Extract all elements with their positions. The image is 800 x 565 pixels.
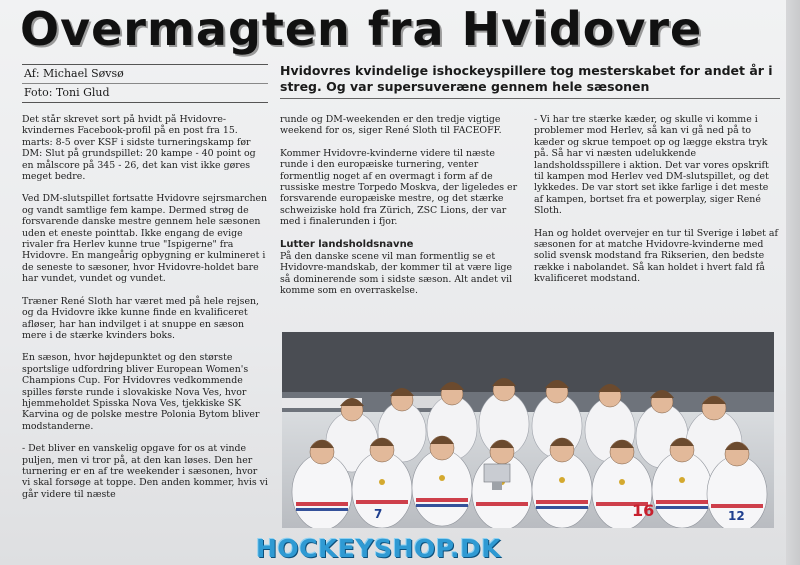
text-column-1 (22, 114, 268, 528)
paragraph: - Vi har tre stærke kæder, og skulle vi komme i problemer mod Herlev, så kan vi gå ned på to kæder og skrue tempoet op og lægge ekstra tryk på. Så har vi næsten udelukkende landsholdsspillere i aktion. Det var vores opskrift til kampen mod Herlev ved DM-slutspillet, og det lykkedes. De var stort set ikke farlige i det meste af kampen, bortset fra et powerplay, siger René Sloth. (534, 114, 769, 217)
team-photo (282, 332, 774, 528)
text-column-3 (534, 114, 780, 332)
jersey-number: 16 (632, 501, 655, 520)
byline (22, 64, 268, 103)
paragraph: På den danske scene vil man formentlig se et Hvidovre-mandskab, der kommer til at være lige så dominerende som i sidste sæson. Alt andet vil komme som en overraskelse. (280, 251, 513, 297)
byline-author: Af: Michael Søvsø (24, 67, 124, 80)
paragraph: runde og DM-weekenden er den tredje vigtige weekend for os, siger René Sloth til FACEOFF. (280, 114, 502, 137)
jersey-number: 12 (728, 509, 745, 523)
hockeyshop-logo: HOCKEYSHOP.DK (256, 534, 502, 563)
team-photo-illustration (282, 332, 774, 528)
paragraph: Han og holdet overvejer en tur til Sverige i løbet af sæsonen for at matche Hvidovre-kvinderne med solid svensk modstand fra Rikserien, den bedste række i nabolandet. Så kan holdet i hvert fald få kvalificeret modstand. (534, 227, 778, 285)
paragraph: - Det bliver en vanskelig opgave for os at vinde puljen, men vi tror på, at den kan løses. Den her turnering er en af tre weekender i sæsonen, hvor vi skal forsøge at toppe. Den anden kommer, hvis vi går videre til næste (22, 443, 268, 500)
article-headline: Overmagten fra Hvidovre (20, 2, 703, 56)
section-subhead: Lutter landsholdsnavne (280, 238, 414, 250)
article-lead: Hvidovres kvindelige ishockeyspillere tog mesterskabet for andet år i streg. Og var supersuveræne gennem hele sæsonen (280, 63, 773, 94)
paragraph: Det står skrevet sort på hvidt på Hvidovre-kvindernes Facebook-profil på en post fra 15. marts: 8-5 over KSF i sidste turneringskamp før DM: Slut på grundspillet: 20 kampe - 40 point og en målscore på 345 - 26, det kan vist ikke gøres meget bedre. (22, 114, 256, 183)
paragraph: Kommer Hvidovre-kvinderne videre til næste runde i den europæiske turnering, venter formentlig noget af en overmagt i form af de russiske mestre Torpedo Moskva, der ligeledes er forsvarende europæiske mestre, og det stærke schweiziske hold fra Zürich, ZSC Lions, der var med i finalerunden i fjor. (280, 147, 518, 228)
text-column-2 (280, 114, 518, 332)
paragraph: En sæson, hvor højdepunktet og den største sportslige udfordring bliver European Women's Champions Cup. For Hvidovres vedkommende spilles første runde i slovakiske Nova Ves, hvor hjemmeholdet Spisska Nova Ves, tjekkiske SK Karvina og de polske mestre Polonia Bytom bliver modstanderne. (22, 352, 260, 432)
page-edge (786, 0, 800, 565)
paragraph: Træner René Sloth har været med på hele rejsen, og da Hvidovre ikke kunne finde en kvalificeret afløser, har han indvilget i at snuppe en sæson mere i de stærke kvinders boks. (22, 295, 260, 341)
lead-divider (280, 98, 780, 99)
paragraph: Ved DM-slutspillet fortsatte Hvidovre sejrsmarchen og vandt samtlige fem kampe. Dermed strøg de forsvarende danske mestre gennem hele sæsonen uden et eneste pointtab. Ikke engang de evige rivaler fra Herlev kunne true "Ispigerne" fra Hvidovre. En mangeårig opbygning er kulmineret i de seneste to sæsoner, hvor Hvidovre-holdet bare har vundet, vundet og vundet. (22, 193, 268, 285)
byline-photo: Foto: Toni Glud (22, 83, 268, 102)
jersey-number: 7 (374, 507, 383, 521)
